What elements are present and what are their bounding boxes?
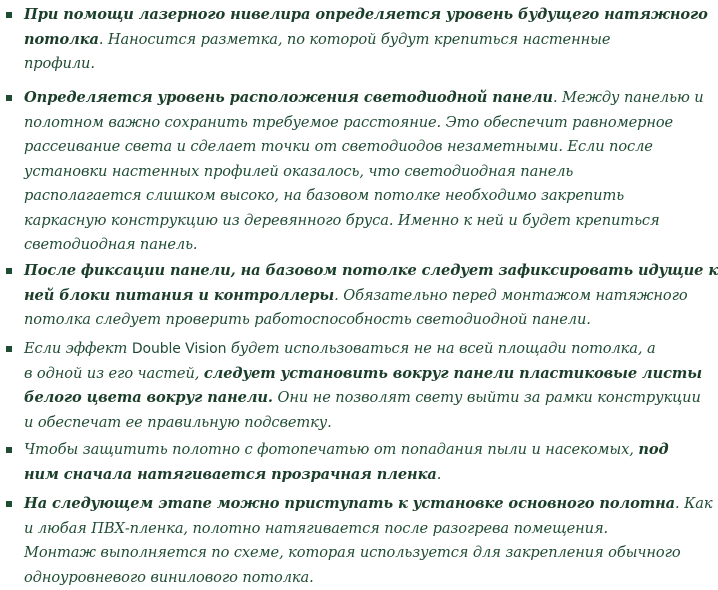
text-segment: одноуровневого винилового потолка.: [24, 568, 314, 586]
text-segment: . Обязательно перед монтажом натяжного: [334, 286, 688, 304]
bold-text: На следующем этапе можно приступать к установке основного полотна: [24, 495, 676, 512]
text-segment: . Наносится разметка, по которой будут крепиться настенные: [98, 30, 611, 48]
bullet-icon: [6, 95, 12, 101]
text-segment: Чтобы защитить полотно с фотопечатью от попадания пыли и насекомых,: [24, 441, 639, 458]
bold-text: белого цвета вокруг панели.: [24, 389, 273, 406]
text-segment: .: [436, 465, 442, 483]
text-line: [24, 209, 660, 234]
text-line: [24, 541, 681, 566]
text-segment: и любая ПВХ-пленка, полотно натягивается после разогрева помещения.: [24, 519, 609, 537]
bold-text: При помощи лазерного нивелира определяется уровень будущего натяжного: [24, 6, 708, 23]
bold-text: следует установить вокруг панели пластиковые листы: [203, 364, 702, 382]
list-item-text: [24, 438, 669, 487]
text-segment: Они не позволят свету выйти за рамки конструкции: [272, 389, 701, 406]
bullet-icon: [6, 12, 12, 18]
text-segment: в одной из его частей,: [24, 364, 204, 382]
text-segment: и обеспечат ее правильную подсветку.: [24, 413, 332, 431]
text-segment: потолка следует проверить работоспособность светодиодной панели.: [24, 311, 591, 328]
text-segment: будет использоваться не на всей площади потолка, а: [226, 340, 656, 357]
bold-text: под: [638, 441, 669, 458]
list-item-text: [24, 492, 713, 590]
text-line: [24, 492, 713, 517]
bullet-icon: [6, 447, 12, 453]
bullet-icon: [6, 268, 12, 274]
text-line: [24, 517, 620, 542]
text-line: [24, 566, 620, 590]
bullet-icon: [6, 346, 12, 352]
text-segment: рассеивание света и сделает точки от светодиодов незаметными. Если после: [24, 138, 653, 155]
text-line: [24, 111, 674, 136]
bold-text: ним сначала натягивается прозрачная пленка: [24, 465, 437, 483]
text-segment: полотном важно сохранить требуемое расстояние. Это обеспечит равномерное: [24, 113, 674, 131]
text-line: [24, 86, 704, 111]
list-item-text: [24, 337, 702, 435]
text-segment: Если эффект: [24, 340, 132, 357]
text-segment: располагается слишком высоко, на базовом потолке необходимо закрепить: [24, 187, 625, 204]
text-line: [24, 135, 653, 160]
text-line: [24, 28, 620, 53]
bullet-icon: [6, 501, 12, 507]
list-item-text: [24, 3, 708, 77]
text-line: [24, 3, 708, 28]
text-line: [24, 337, 656, 362]
bold-text: ней блоки питания и контроллеры: [24, 286, 335, 304]
text-line: [24, 438, 669, 463]
text-line: [24, 362, 702, 387]
text-segment: установки настенных профилей оказалось, что светодиодная панель: [24, 162, 574, 180]
text-segment: светодиодная панель.: [24, 236, 198, 253]
bold-text: потолка: [24, 30, 99, 48]
text-line: [24, 52, 620, 77]
list-item-text: [24, 259, 718, 333]
list-item-text: [24, 86, 704, 258]
text-line: [24, 160, 620, 185]
text-line: [24, 184, 625, 209]
text-line: [24, 233, 620, 258]
text-segment: Монтаж выполняется по схеме, которая используется для закрепления обычного: [24, 544, 681, 561]
bold-text: Определяется уровень расположения светодиодной панели: [24, 89, 553, 106]
text-line: [24, 259, 718, 284]
text-line: [24, 284, 688, 309]
text-segment: профили.: [24, 55, 95, 72]
text-line: [24, 308, 620, 333]
text-line: [24, 386, 701, 411]
text-line: [24, 463, 620, 488]
text-segment: каркасную конструкцию из деревянного бруса. Именно к ней и будет крепиться: [24, 211, 660, 229]
text-segment: . Как: [675, 495, 713, 512]
text-line: [24, 411, 620, 436]
bold-text: После фиксации панели, на базовом потолке следует зафиксировать идущие к: [24, 262, 718, 279]
text-segment: Double Vision: [131, 341, 227, 357]
text-segment: . Между панелью и: [552, 89, 704, 106]
